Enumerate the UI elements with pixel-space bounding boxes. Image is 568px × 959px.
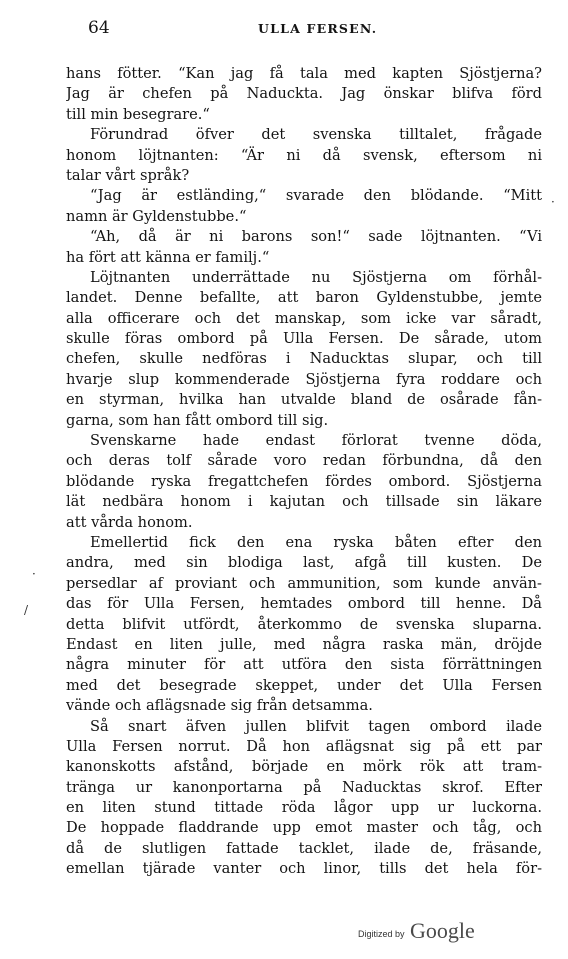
text-line: Svenskarne hade endast förlorat tvenne döda,: [90, 432, 542, 450]
digitization-watermark: [358, 918, 518, 948]
running-title: ULLA FERSEN.: [258, 21, 378, 36]
text-line: en liten stund tittade röda lågor upp ur luckorna.: [66, 799, 542, 817]
text-line: med det besegrade skeppet, under det Ulla Fersen: [66, 676, 542, 694]
margin-tick-mark: /: [24, 603, 29, 617]
text-line: alla officerare och det manskap, som icke var såradt,: [66, 309, 542, 327]
text-line: Löjtnanten underrättade nu Sjöstjerna om förhål-: [90, 268, 542, 286]
text-line: skulle föras ombord på Ulla Fersen. De sårade, utom: [66, 330, 542, 348]
text-line: då de slutligen fattade tacklet, ilade de, fräsande,: [66, 839, 542, 857]
text-line: Så snart äfven jullen blifvit tagen ombord ilade: [90, 717, 542, 735]
text-line: till min besegrare.“: [66, 105, 210, 123]
text-line: tränga ur kanonportarna på Naducktas skrof. Efter: [66, 778, 542, 796]
text-line: blödande ryska fregattchefen fördes ombord. Sjöstjerna: [66, 472, 542, 490]
body-text: [66, 64, 542, 880]
text-line: emellan tjärade vanter och linor, tills det hela för-: [66, 860, 542, 878]
text-line: das för Ulla Fersen, hemtades ombord till henne. Då: [66, 595, 542, 613]
text-line: honom löjtnanten: “Är ni då svensk, eftersom ni: [66, 146, 542, 164]
text-line: några minuter för att utföra den sista förrättningen: [66, 656, 542, 674]
page-header: [0, 18, 568, 42]
text-line: Förundrad öfver det svenska tilltalet, frågade: [90, 126, 542, 144]
text-line: De hoppade fladdrande upp emot master och tåg, och: [66, 819, 542, 837]
text-line: namn är Gyldenstubbe.“: [66, 207, 247, 225]
text-line: lät nedbära honom i kajutan och tillsade sin läkare: [66, 493, 542, 511]
text-line: landet. Denne befallte, att baron Gyldenstubbe, jemte: [66, 289, 542, 307]
text-line: andra, med sin blodiga last, afgå till kusten. De: [66, 554, 542, 572]
text-line: att vårda honom.: [66, 513, 193, 531]
text-line: persedlar af proviant och ammunition, som kunde använ-: [66, 574, 542, 592]
margin-dot-mark: ·: [32, 567, 36, 581]
page-number: 64: [88, 18, 110, 38]
text-line: Endast en liten julle, med några raska män, dröjde: [66, 635, 542, 653]
text-line: och deras tolf sårade voro redan förbundna, då den: [66, 452, 542, 470]
text-line: kanonskotts afstånd, började en mörk rök att tram-: [66, 758, 542, 776]
text-line: “Jag är estländing,“ svarade den blödande. “Mitt: [90, 187, 542, 205]
text-line: chefen, skulle nedföras i Naducktas slupar, och till: [66, 350, 542, 368]
text-line: vände och aflägsnade sig från detsamma.: [66, 697, 373, 715]
google-logo: Google: [410, 918, 475, 943]
text-line: ha fört att känna er familj.“: [66, 248, 270, 266]
text-line: “Ah, då är ni barons son!“ sade löjtnanten. “Vi: [90, 228, 542, 246]
text-line: Emellertid fick den ena ryska båten efter den: [90, 533, 542, 551]
text-line: Jag är chefen på Naduckta. Jag önskar blifva förd: [66, 85, 542, 103]
margin-dot-mark: ·: [551, 195, 555, 209]
text-line: hans fötter. “Kan jag få tala med kapten Sjöstjerna?: [66, 65, 542, 82]
text-line: en styrman, hvilka han utvalde bland de osårade fån-: [66, 391, 542, 409]
text-line: hvarje slup kommenderade Sjöstjerna fyra roddare och: [66, 370, 542, 388]
text-line: talar vårt språk?: [66, 166, 190, 184]
text-line: garna, som han fått ombord till sig.: [66, 411, 329, 429]
text-line: Ulla Fersen norrut. Då hon aflägsnat sig på ett par: [66, 737, 542, 755]
text-line: detta blifvit utfördt, återkommo de svenska sluparna.: [66, 615, 542, 633]
digitized-by-label: Digitized by: [358, 929, 405, 939]
